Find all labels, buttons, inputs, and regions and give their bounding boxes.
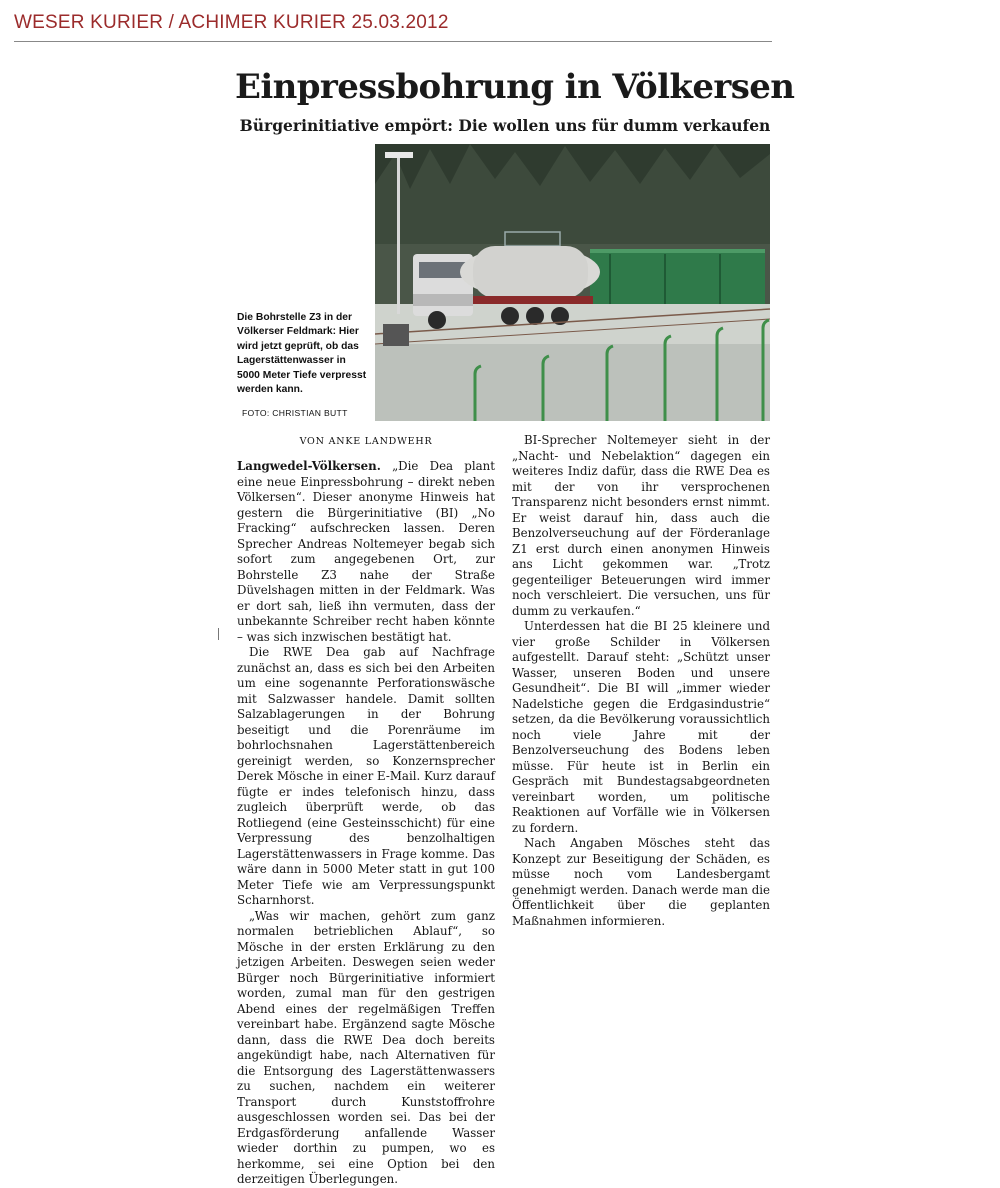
article-paragraph: Nach Angaben Mösches steht das Konzept zur Beseitigung der Schäden, es müsse noch vom Landesbergamt genehmigt werden. Danach werde man die Öffentlichkeit über die geplanten Maßnahmen informieren. (512, 836, 771, 928)
subheadline: Bürgerinitiative empört: Die wollen uns für dumm verkaufen (239, 116, 771, 135)
source-divider (14, 41, 772, 42)
source-line: WESER KURIER / ACHIMER KURIER 25.03.2012 (14, 12, 449, 33)
article-photo (375, 144, 770, 421)
paragraph-text: „Die Dea plant eine neue Einpressbohrung – direkt neben Völkersen“. Dieser anonyme Hinweis hat gestern die Bürgerinitiative (BI) „No Fracking“ aufschrecken lassen. Deren Sprecher Andreas Noltemeyer begab sich sofort zum angegebenen Ort, zur Bohrstelle Z3 nahe der Straße Düvelshagen mitten in der Feldmark. Was er dort sah, ließ ihn vermuten, dass der unbekannte Schreiber recht haben könnte – was sich inzwischen bestätigt hat. (237, 459, 495, 644)
article-column-2 (512, 433, 770, 929)
dateline: Langwedel-Völkersen. (237, 459, 381, 473)
article-paragraph: BI-Sprecher Noltemeyer sieht in der „Nacht- und Nebelaktion“ dagegen ein weiteres Indiz dafür, dass die RWE Dea es mit der von ihr versprochenen Transparenz nicht besonders ernst nimmt. Er weist darauf hin, dass auch die Benzolverseuchung auf der Förderanlage Z1 erst durch einen anonymen Hinweis ans Licht gekommen war. „Trotz gegenteiliger Beteuerungen wird immer noch verschleiert. Die versuchen, uns für dumm zu verkaufen.“ (512, 433, 770, 618)
headline: Einpressbohrung in Völkersen (235, 67, 795, 107)
article-paragraph (237, 459, 495, 645)
photo-caption: Die Bohrstelle Z3 in der Völkerser Feldmark: Hier wird jetzt geprüft, ob das Lagerstättenwasser in 5000 Meter Tiefe verpresst werden kann. (237, 312, 367, 396)
article-paragraph: Unterdessen hat die BI 25 kleinere und vier große Schilder in Völkersen aufgestellt. Darauf steht: „Schützt unser Wasser, unseren Boden und unsere Gesundheit“. Die BI will „immer wieder Nadelstiche gegen die Erdgasindustrie“ setzen, da die Bevölkerung voraussichtlich noch viele Jahre mit der Benzolverseuchung des Bodens leben müsse. Für heute ist in Berlin ein Gespräch mit Bundestagsabgeordneten vereinbart worden, um politische Reaktionen auf Vorfälle wie in Völkersen zu fordern. (512, 619, 770, 835)
article-column-1 (237, 459, 495, 1188)
article-paragraph: Die RWE Dea gab auf Nachfrage zunächst an, dass es sich bei den Arbeiten um eine sogenannte Perforationswäsche mit Salzwasser handele. Damit sollten Salzablagerungen in der Bohrung beseitigt und die Porenräume im bohrlochsnahen Lagerstättenbereich gereinigt werden, so Konzernsprecher Derek Mösche in einer E-Mail. Kurz darauf fügte er indes telefonisch hinzu, dass zugleich überprüft werde, ob das Rotliegend (eine Gesteinsschicht) für eine Verpressung des benzolhaltigen Lagerstättenwassers in Frage komme. Das wäre dann in 5000 Meter statt in gut 100 Meter Tiefe wie am Verpressungspunkt Scharnhorst. (237, 645, 495, 907)
photo-credit: FOTO: CHRISTIAN BUTT (242, 408, 348, 418)
article-paragraph: „Was wir machen, gehört zum ganz normalen betrieblichen Ablauf“, so Mösche in der ersten Erklärung zu den jetzigen Arbeiten. Deswegen seien weder Bürger noch Bürgerinitiative informiert worden, zumal man für den gestrigen Abend eines der regelmäßigen Treffen vereinbart habe. Ergänzend sagte Mösche dann, dass die RWE Dea doch bereits angekündigt habe, nach Alternativen für die Entsorgung des Lagerstättenwassers zu suchen, nachdem ein weiterer Transport durch Kunststoffrohre ausgeschlossen worden sei. Das bei der Erdgasförderung anfallende Wasser wieder dorthin zu pumpen, wo es herkomme, sei eine Option bei den derzeitigen Überlegungen. (237, 908, 495, 1186)
byline: VON ANKE LANDWEHR (299, 436, 433, 447)
margin-mark (218, 628, 219, 640)
